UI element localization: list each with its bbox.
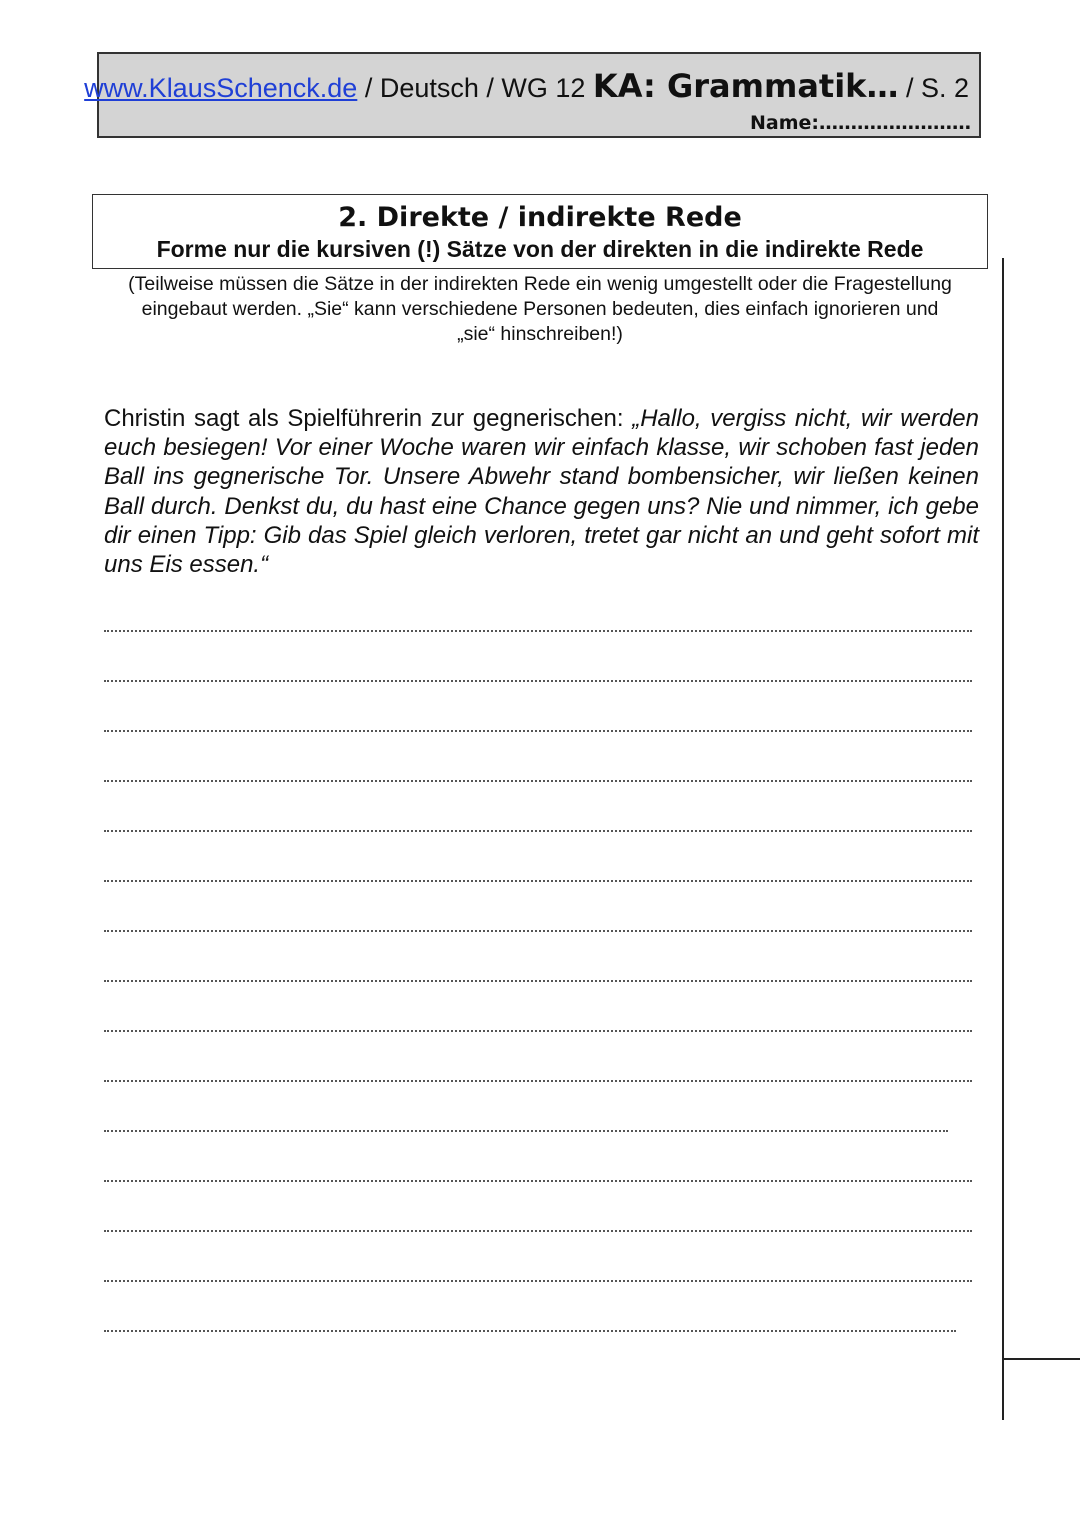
answer-line bbox=[104, 780, 972, 782]
answer-line bbox=[104, 930, 972, 932]
worksheet-header bbox=[84, 52, 981, 138]
exercise-quote: „Hallo, vergiss nicht, wir werden euch besiegen! Vor einer Woche waren wir einfach klasse, wir schoben fast jeden Ball ins gegnerische Tor. Unsere Abwehr stand bombensicher, wir ließen keinen Ball durch. Denkst du, du hast eine Chance gegen uns? Nie und nimmer, ich gebe dir einen Tipp: Gib das Spiel gleich verloren, tretet gar nicht an und geht sofort mit uns Eis essen.“ bbox=[104, 405, 979, 579]
answer-line bbox=[104, 1080, 972, 1082]
answer-line bbox=[104, 1180, 972, 1182]
answer-line bbox=[104, 1280, 972, 1282]
margin-rule-vertical bbox=[1002, 258, 1004, 1420]
answer-line bbox=[104, 980, 972, 982]
task-title: 2. Direkte / indirekte Rede bbox=[338, 202, 742, 233]
answer-line bbox=[104, 880, 972, 882]
exercise-intro: Christin sagt als Spielführerin zur gegnerischen: bbox=[104, 405, 633, 432]
answer-line bbox=[104, 1330, 956, 1332]
task-note: (Teilweise müssen die Sätze in der indirekten Rede ein wenig umgestellt oder die Fragestellung eingebaut werden. „Sie“ kann verschiedene Personen bedeuten, dies einfach ignorieren und „sie“ hinschreiben!) bbox=[128, 273, 952, 345]
page-number: / S. 2 bbox=[898, 73, 969, 103]
answer-line bbox=[104, 630, 972, 632]
margin-rule-horizontal bbox=[1004, 1358, 1080, 1360]
answer-line bbox=[104, 830, 972, 832]
site-link[interactable]: www.KlausSchenck.de bbox=[84, 73, 358, 103]
answer-line bbox=[104, 1130, 948, 1132]
header-title: KA: Grammatik… bbox=[592, 67, 899, 105]
answer-line bbox=[104, 680, 972, 682]
task-box bbox=[92, 194, 988, 269]
header-line bbox=[84, 64, 969, 110]
answer-line bbox=[104, 730, 972, 732]
name-field: Name:…………………… bbox=[749, 112, 971, 134]
task-instruction: Forme nur die kursiven (!) Sätze von der direkten in die indirekte Rede bbox=[156, 236, 924, 262]
answer-line bbox=[104, 1030, 972, 1032]
answer-line bbox=[104, 1230, 972, 1232]
exercise-text bbox=[104, 404, 979, 579]
subject-label: / Deutsch / WG 12 bbox=[357, 73, 593, 103]
